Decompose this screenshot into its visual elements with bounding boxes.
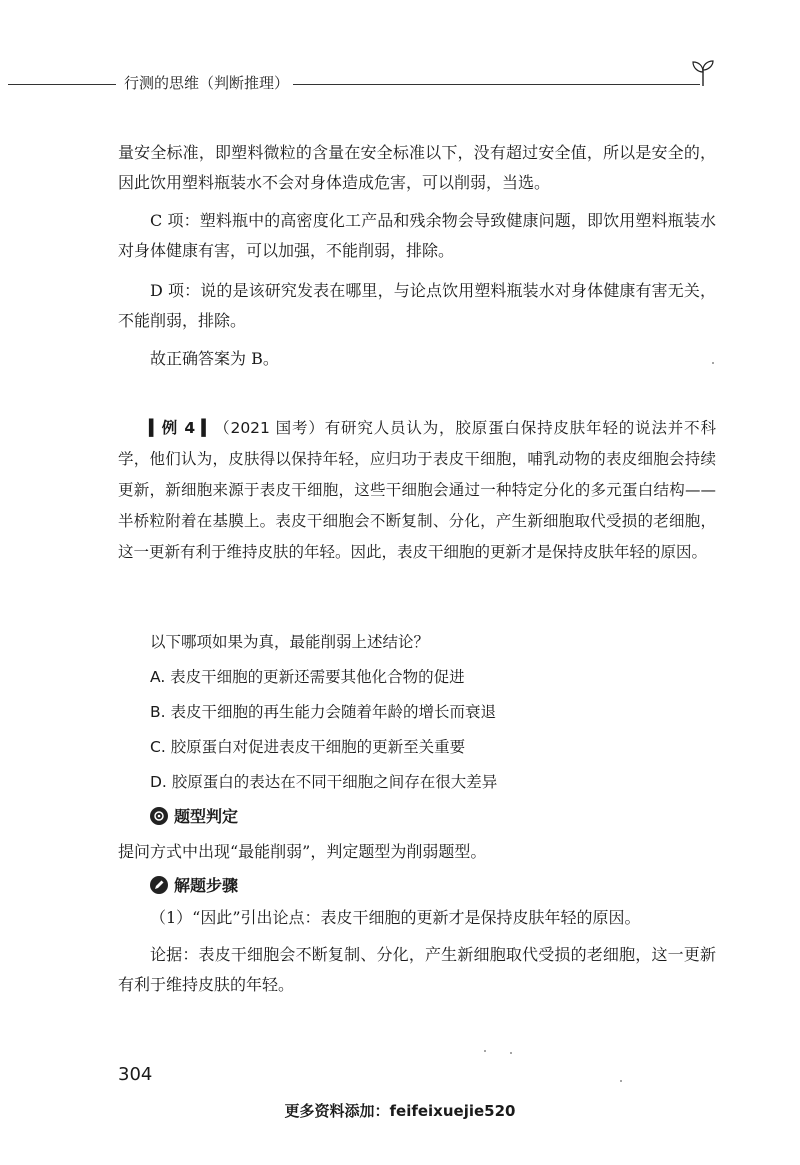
intro-paragraph: 量安全标准，即塑料微粒的含量在安全标准以下，没有超过安全值，所以是安全的，因此饮用塑料瓶装水不会对身体造成危害，可以削弱，当选。: [118, 143, 716, 192]
section-steps-heading-text: 解题步骤: [174, 876, 239, 895]
scan-speck: [510, 1052, 512, 1054]
question-text: 以下哪项如果为真，最能削弱上述结论？: [150, 633, 430, 651]
section-type-heading-text: 题型判定: [174, 807, 239, 826]
section-steps-heading: [150, 874, 238, 898]
argument-text: 论据：表皮干细胞会不断复制、分化，产生新细胞取代受损的老细胞，这一更新有利于维持皮肤的年轻。: [118, 945, 716, 994]
footer-note: 更多资料添加：feifeixuejie520: [284, 1102, 516, 1120]
step-one: （1）“因此”引出论点：表皮干细胞的更新才是保持皮肤年轻的原因。: [150, 908, 641, 927]
intro-paragraph: C 项：塑料瓶中的高密度化工产品和残余物会导致健康问题，即饮用塑料瓶装水对身体健康有害，可以加强，不能削弱，排除。: [118, 211, 716, 260]
intro-paragraph: D 项：说的是该研究发表在哪里，与论点饮用塑料瓶装水对身体健康有害无关，不能削弱，排除。: [118, 281, 716, 330]
option-d: D. 胶原蛋白的表达在不同干细胞之间存在很大差异: [150, 773, 498, 791]
header-rule-right: [282, 84, 700, 85]
intro-paragraph: 故正确答案为 B。: [150, 349, 279, 368]
scan-speck: [712, 362, 714, 364]
running-header: 行测的思维（判断推理）: [120, 72, 293, 93]
example-tag: ▍例 4 ▍: [149, 419, 214, 437]
option-c: C. 胶原蛋白对促进表皮干细胞的更新至关重要: [150, 738, 466, 756]
section-type-text: 提问方式中出现“最能削弱”，判定题型为削弱题型。: [118, 842, 487, 861]
gear-icon: [150, 807, 168, 825]
option-b: B. 表皮干细胞的再生能力会随着年龄的增长而衰退: [150, 703, 496, 721]
option-a: A. 表皮干细胞的更新还需要其他化合物的促进: [150, 668, 465, 686]
section-type-heading: [150, 805, 238, 829]
example-paragraph: [118, 413, 716, 568]
scan-speck: [484, 1050, 486, 1052]
sprout-icon: [690, 58, 716, 88]
header-rule-left: [8, 84, 116, 85]
page-number: 304: [118, 1064, 153, 1085]
example-text: （2021 国考）有研究人员认为，胶原蛋白保持皮肤年轻的说法并不科学，他们认为，皮肤得以保持年轻，应归功于表皮干细胞，哺乳动物的表皮细胞会持续更新，新细胞来源于表皮干细胞，这些干细胞会通过一种特定分化的多元蛋白结构——半桥粒附着在基膜上。表皮干细胞会不断复制、分化，产生新细胞取代受损的老细胞，这一更新有利于维持皮肤的年轻。因此，表皮干细胞的更新才是保持皮肤年轻的原因。: [118, 419, 716, 561]
pencil-icon: [150, 876, 168, 894]
scan-speck: [620, 1080, 622, 1082]
